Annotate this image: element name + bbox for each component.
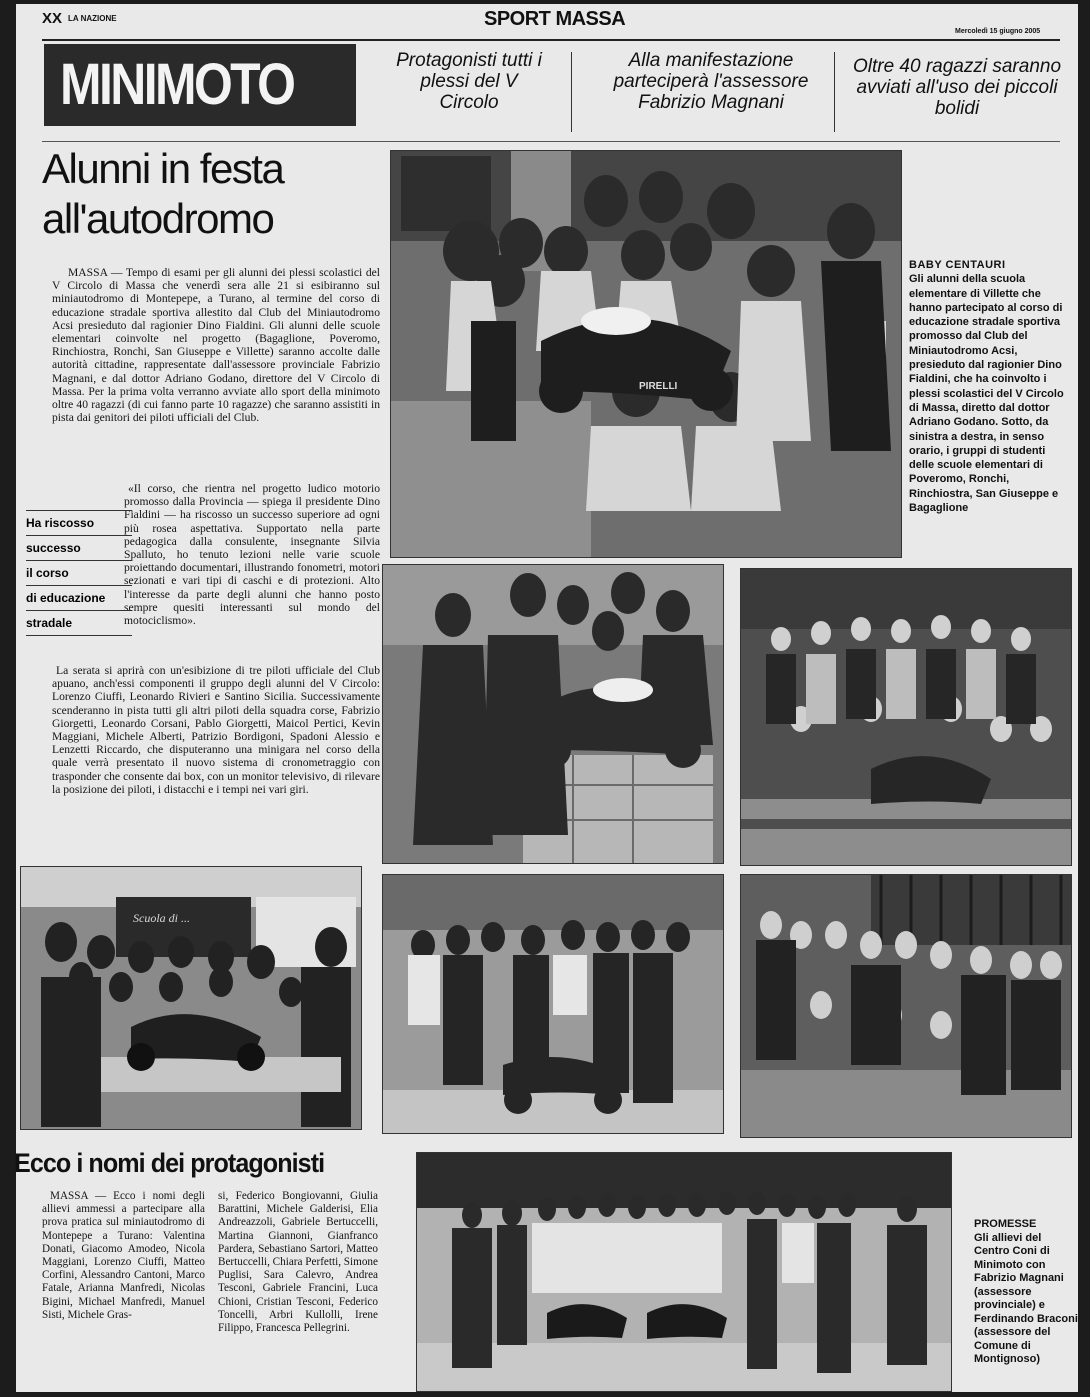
page-header: [42, 6, 1062, 34]
photo-rinchiostra-classroom: [20, 866, 362, 1130]
pullquote-line: successo: [26, 535, 132, 560]
bike-brand-label: PIRELLI: [639, 381, 678, 392]
caption-baby-centauri: [909, 258, 1071, 515]
page-number: XX: [42, 10, 63, 27]
photo-poveromo-students: [382, 564, 724, 864]
photo-ronchi-students: [740, 568, 1072, 866]
pullquote-line: il corso: [26, 560, 132, 585]
photo-centro-coni-group: [416, 1152, 952, 1392]
bottom-column-1: MASSA — Ecco i nomi degli allievi ammessi a partecipare alla prova pratica sul miniautodromo di Montepepe a Turano: Valentina Donati, Giacomo Amodeo, Nicola Maggiani, Lorenzo Ciuffi, Matteo Corfini, Alessandro Cantoni, Marco Fatale, Arianna Manfredi, Nicolas Bigini, Michael Manfredi, Manuel Sisti, Michele Gras-: [42, 1190, 205, 1321]
headline-line-1: Alunni in festa: [42, 145, 284, 192]
article-paragraph-3: La serata si aprirà con un'esibizione di tre piloti ufficiale del Club apuano, anch'essi componenti il gruppo degli alunni del V Circolo: Lorenzo Ciuffi, Leonardo Rivieri e Santino Sicilia. Successivamente scenderanno in pista tutti gli altri piloti della squadra corse, Fabrizio Giorgetti, Leonardo Corsani, Pablo Giorgetti, Maicol Pertici, Kevin Maggiani, Michele Alberti, Patrizio Bordigoni, Spadoni Alessio e Lenzetti Riccardo, che disputeranno una minigara nel corso della quale verrà presentato il nuovo sistema di cronometraggio con trasponder che consente dai box, con un monitor televisivo, di rilevare la posizione dei piloti, i distacchi e i tempi nei vari giri.: [52, 664, 380, 796]
newspaper-page: [16, 4, 1078, 1392]
teaser-divider-1: [571, 52, 572, 132]
teaser-divider-2: [834, 52, 835, 132]
photo-san-giuseppe-students: [382, 874, 724, 1134]
caption-title: BABY CENTAURI: [909, 259, 1006, 271]
bottom-column-2: si, Federico Bongiovanni, Giulia Barattini, Michele Galderisi, Elia Andreazzoli, Gabriele Bertuccelli, Martina Giannoni, Gianfranco Pardera, Sebastiano Sartori, Matteo Bertuccelli, Chiara Perfetti, Simone Puglisi, Sara Calevro, Andrea Tesconi, Gabriele Francini, Luca Chioni, Cristian Tesconi, Federico Toncelli, Arbri Kullolli, Irene Filippo, Francesca Pellegrini.: [218, 1190, 378, 1335]
pullquote-line: di educazione: [26, 585, 132, 610]
pullquote: [26, 510, 132, 636]
photo-bagaglione-students: [740, 874, 1072, 1138]
headline-line-2: all'autodromo: [42, 195, 274, 242]
teaser-2: Alla manifestazione parteciperà l'assessore Fabrizio Magnani: [613, 50, 809, 113]
teaser-3: Oltre 40 ragazzi saranno avviati all'uso dei piccoli bolidi: [852, 56, 1062, 119]
teaser-1: Protagonisti tutti i plessi del V Circolo: [396, 50, 542, 113]
paper-name: LA NAZIONE: [68, 14, 117, 23]
bottom-headline: Ecco i nomi dei protagonisti: [14, 1148, 325, 1178]
photo-villette-students: [390, 150, 902, 558]
issue-date: Mercoledì 15 giugno 2005: [955, 28, 1041, 35]
banner-label: MINIMOTO: [60, 52, 294, 117]
section-title: SPORT MASSA: [484, 8, 626, 30]
caption-promesse: [974, 1218, 1078, 1367]
caption-body: Gli alunni della scuola elementare di Villette che hanno partecipato al corso di educazione stradale sportiva promosso dal Club del Miniautodromo Acsi, presieduto dal ragionier Dino Fialdini, che ha coinvolto i plessi scolastici del V Circolo di Massa, diretto dal dottor Adriano Godano. Sotto, da sinistra a destra, in senso orario, i gruppi di studenti delle scuole elementari di Poveromo, Ronchi, Rinchiostra, San Giuseppe e Bagaglione: [909, 273, 1064, 515]
caption-title: PROMESSE: [974, 1218, 1037, 1230]
pullquote-line: stradale: [26, 610, 132, 636]
article-paragraph-2: «Il corso, che rientra nel progetto ludico motorio promosso dalla Provincia — spiega il presidente Dino Fialdini — ha riscosso un successo superiore ad ogni più rosea aspettativa. Supportato nella parte pedagogica dalla consulente, insegnante Silvia Spalluto, ho tenuto lezioni nelle varie scuole proiettando documentari, illustrando fonometri, motori sezionati e vari tipi di caschi e di protezioni. Alto l'interesse da parte degli alunni che hanno posto sempre quesiti interessanti sul mondo del motociclismo».: [124, 482, 380, 628]
minimoto-banner: [44, 44, 356, 126]
main-headline: [42, 144, 362, 244]
header-rule: [42, 39, 1060, 41]
pullquote-line: Ha riscosso: [26, 510, 132, 535]
banner-rule: [42, 141, 1060, 142]
article-paragraph-1: MASSA — Tempo di esami per gli alunni dei plessi scolastici del V Circolo di Massa che venerdì sera alle 21 si esibiranno sul miniautodromo di Montepepe, a Turano, al termine del corso di educazione stradale sportiva allestito dal Club del Miniautodromo Acsi presieduto dal ragionier Dino Fialdini. Gli alunni delle scuole elementari coinvolte nel progetto (Bagaglione, Poveromo, Rinchiostra, Ronchi, San Giuseppe e Villette) saranno accolte dalle autorità cittadine, rappresentate dall'assessore provinciale Fabrizio Magnani, e dal dottor Adriano Godano, direttore del V Circolo di Massa. Per la prima volta verranno avviate allo sport della minimoto oltre 40 ragazzi (di cui fanno parte 10 ragazze) che saranno assistiti in pista dai genitori dei piloti ufficiali del Club.: [52, 266, 380, 425]
chalkboard-text: Scuola di ...: [133, 911, 190, 925]
caption-body: Gli allievi del Centro Coni di Minimoto con Fabrizio Magnani (assessore provinciale) e Ferdinando Braconi (assessore del Comune di Montignoso): [974, 1231, 1078, 1365]
